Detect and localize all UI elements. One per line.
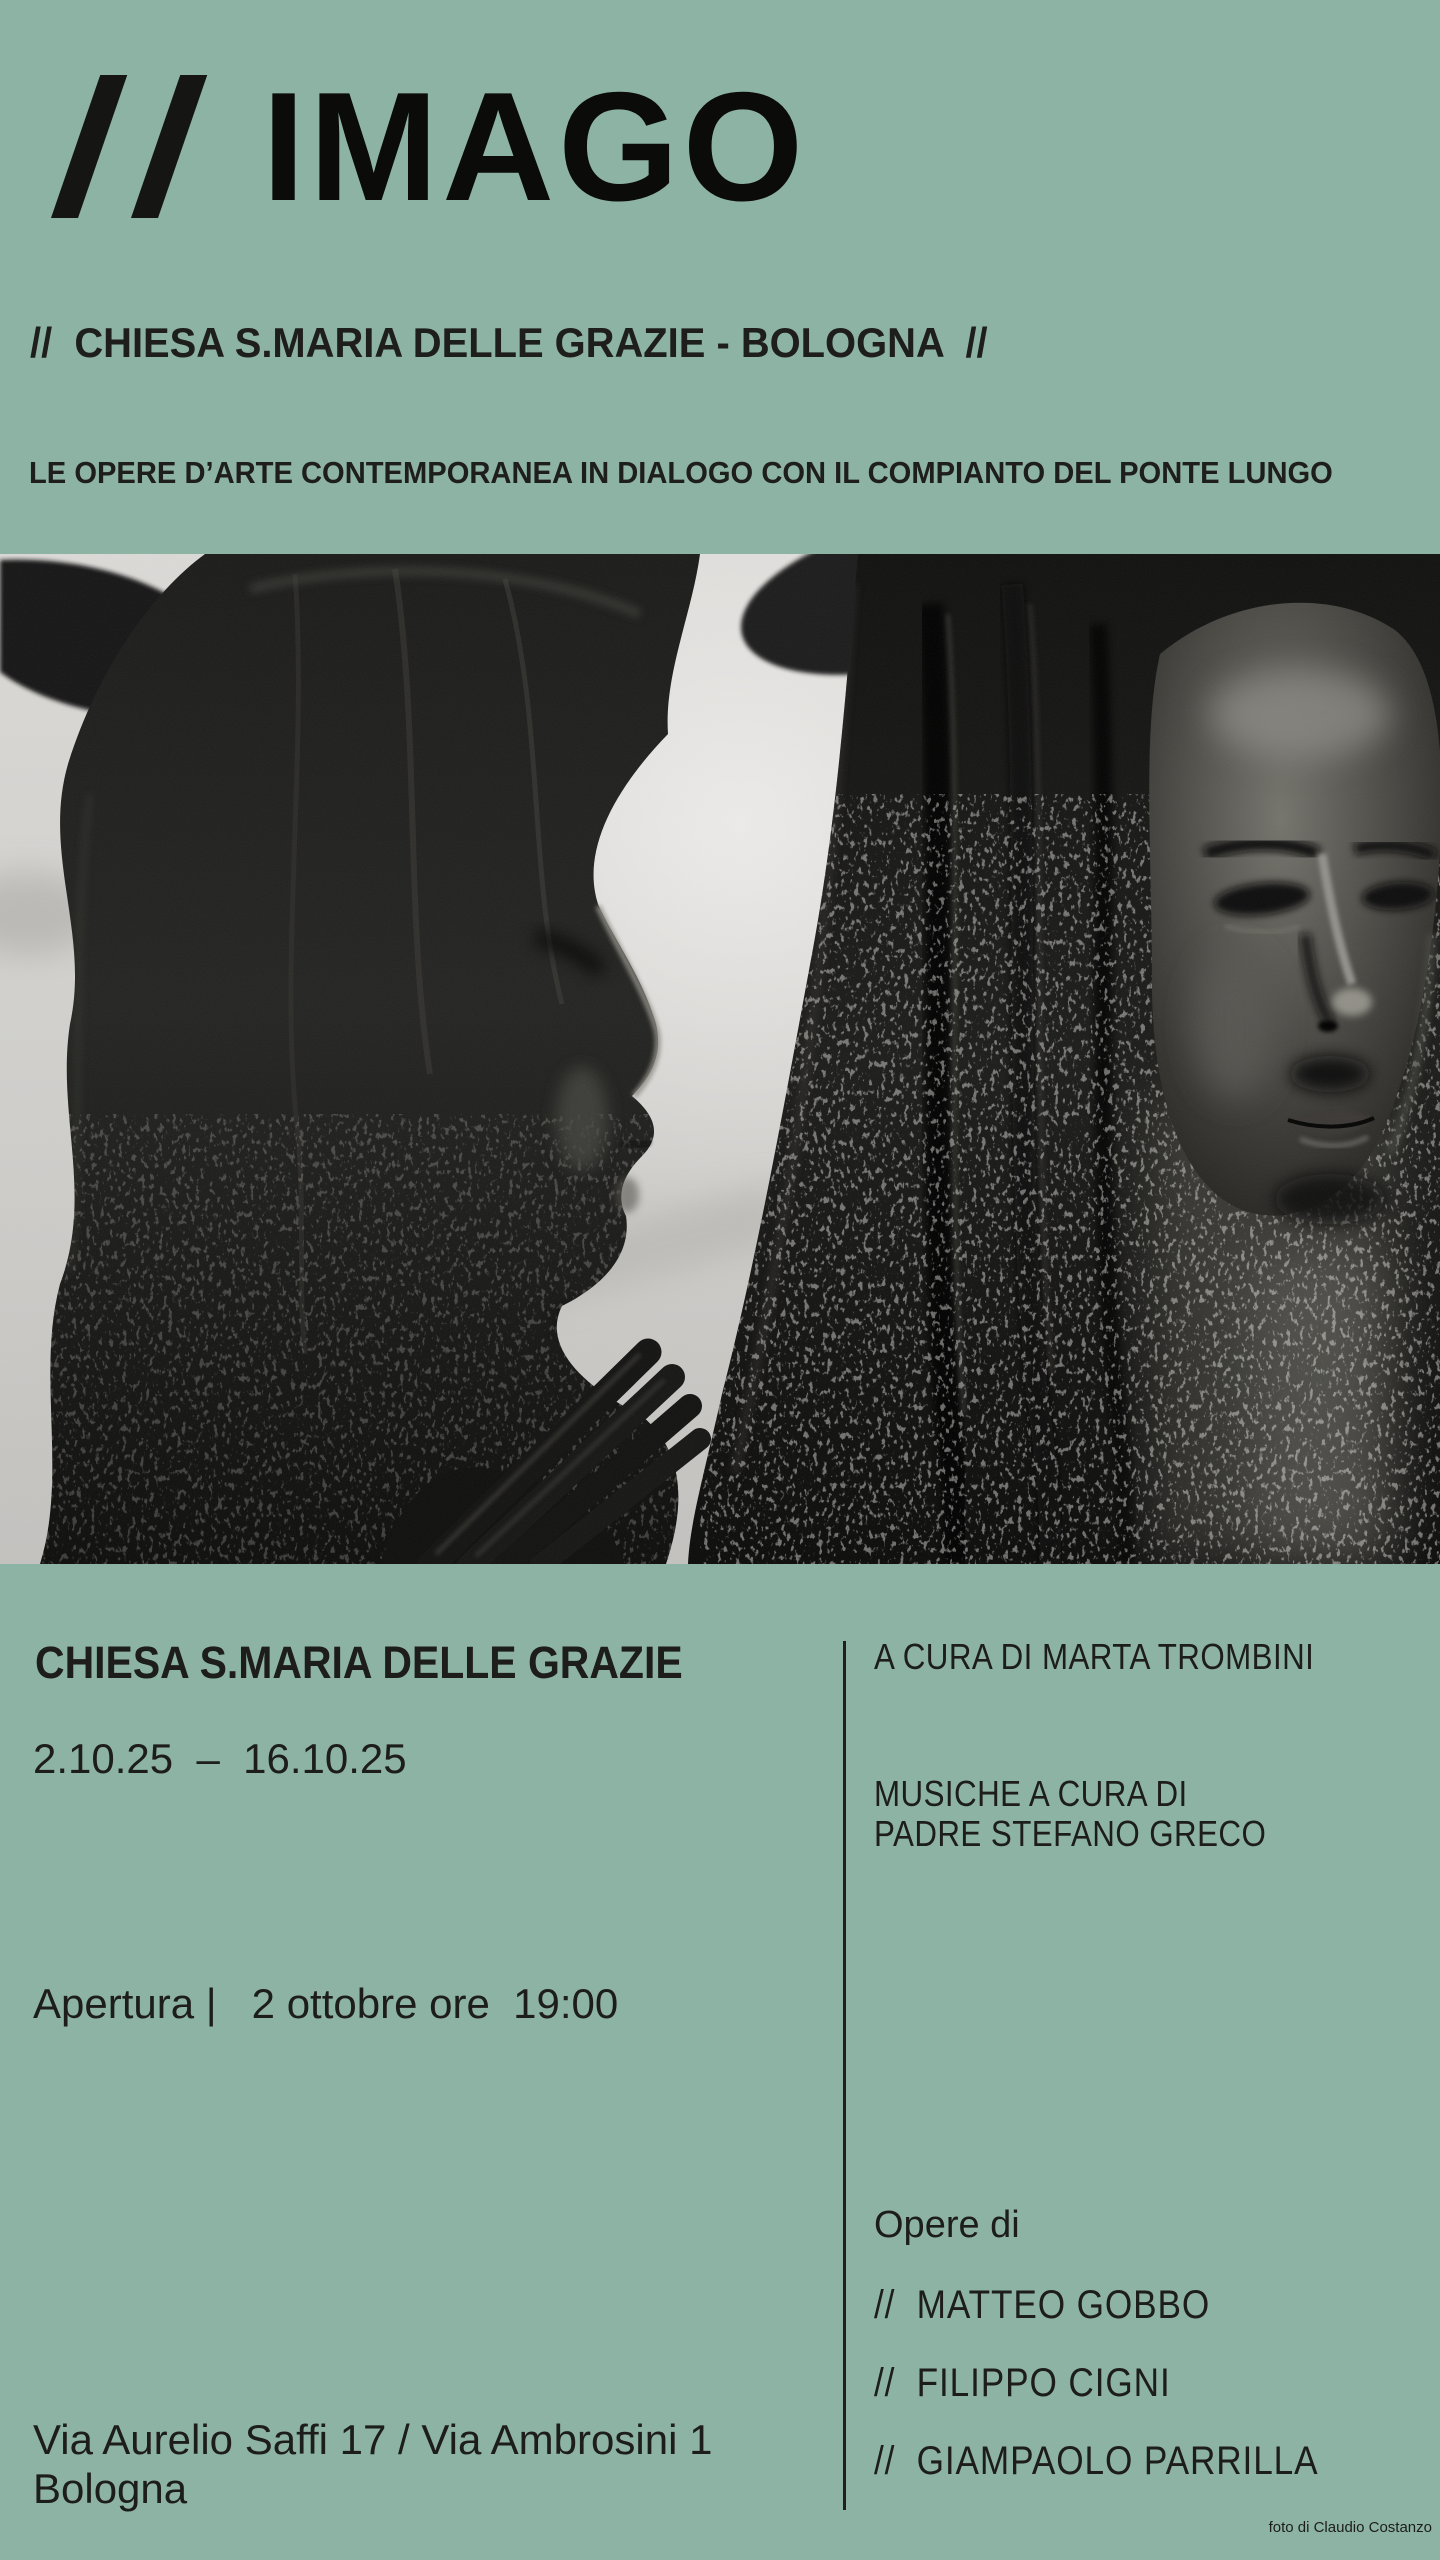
venue-name: CHIESA S.MARIA DELLE GRAZIE	[35, 1637, 683, 1688]
music-credit	[874, 1774, 1266, 1853]
curator-credit: A CURA DI MARTA TROMBINI	[874, 1636, 1315, 1677]
column-divider	[843, 1641, 846, 2510]
poster-title: IMAGO	[262, 60, 808, 233]
film-grain-overlay	[0, 554, 1440, 1564]
poster-subtitle: // CHIESA S.MARIA DELLE GRAZIE - BOLOGNA //	[30, 319, 988, 366]
artist-item: // GIAMPAOLO PARRILLA	[874, 2439, 1319, 2483]
slash-icon	[131, 75, 207, 218]
poster-tagline: LE OPERE D’ARTE CONTEMPORANEA IN DIALOGO CON IL COMPIANTO DEL PONTE LUNGO	[29, 455, 1333, 490]
artist-item: // FILIPPO CIGNI	[874, 2361, 1171, 2405]
address	[33, 2415, 712, 2513]
address-line: Via Aurelio Saffi 17 / Via Ambrosini 1	[33, 2416, 713, 2463]
music-credit-line: MUSICHE A CURA DI	[874, 1773, 1188, 1814]
artist-item: // MATTEO GOBBO	[874, 2283, 1211, 2327]
photo-credit: foto di Claudio Costanzo	[1268, 2519, 1432, 2536]
address-line: Bologna	[33, 2465, 188, 2513]
works-label: Opere di	[874, 2204, 1020, 2246]
compianto-photo	[0, 554, 1440, 1564]
exhibition-dates: 2.10.25 – 16.10.25	[33, 1735, 407, 1782]
music-credit-line: PADRE STEFANO GRECO	[874, 1812, 1267, 1854]
slash-icon	[51, 75, 127, 218]
opening-info: Apertura | 2 ottobre ore 19:00	[33, 1980, 619, 2027]
